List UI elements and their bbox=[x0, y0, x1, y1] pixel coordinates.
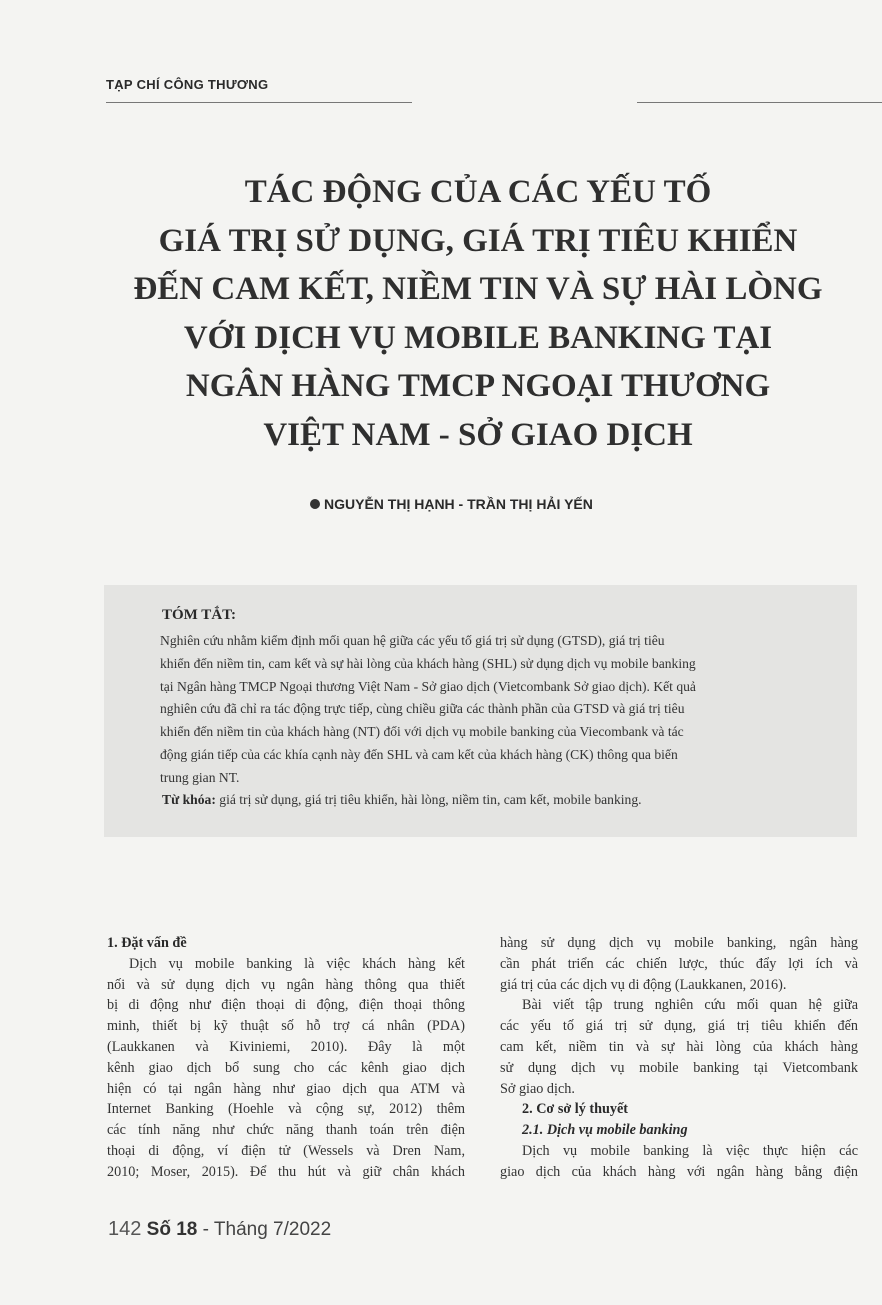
left-paragraph bbox=[107, 954, 465, 1183]
abstract-line: nghiên cứu đã chỉ ra tác động trực tiếp, cùng chiều giữa các thành phần của GTSD và giá trị tiêu bbox=[160, 701, 685, 717]
page-number: 142 bbox=[108, 1218, 142, 1240]
body-line: các yếu tố giá trị sử dụng, giá trị tiêu khiển đến bbox=[500, 1018, 858, 1035]
abstract-body bbox=[160, 630, 830, 790]
bullet-icon bbox=[310, 499, 320, 509]
body-line: Dịch vụ mobile banking là việc khách hàng kết bbox=[129, 955, 465, 972]
body-line: bị di động như điện thoại di động, điện thoại thông bbox=[107, 997, 465, 1014]
keywords bbox=[162, 792, 642, 808]
issue-date: - Tháng 7/2022 bbox=[197, 1219, 332, 1240]
body-line: cần phát triển các chiến lược, thúc đẩy lợi ích và bbox=[500, 955, 858, 972]
header-rule-left bbox=[106, 102, 412, 103]
abstract-line: khiển đến niềm tin, cam kết và sự hài lòng của khách hàng (SHL) sử dụng dịch vụ mobile banking bbox=[160, 655, 696, 671]
right-paragraph-1 bbox=[500, 933, 858, 995]
abstract-line: động gián tiếp của các khía cạnh này đến SHL và cam kết của khách hàng (CK) thông qua biến bbox=[160, 746, 678, 762]
issue-number: Số 18 bbox=[146, 1219, 198, 1240]
abstract-box bbox=[104, 585, 857, 837]
body-line: giá trị của các dịch vụ di động (Laukkanen, 2016). bbox=[500, 976, 787, 993]
body-line: hàng sử dụng dịch vụ mobile banking, ngân hàng bbox=[500, 935, 858, 951]
title-line: NGÂN HÀNG TMCP NGOẠI THƯƠNG bbox=[185, 368, 771, 404]
abstract-heading: TÓM TẮT: bbox=[162, 607, 237, 623]
abstract-line: Nghiên cứu nhằm kiểm định mối quan hệ giữa các yếu tố giá trị sử dụng (GTSD), giá trị tiêu bbox=[160, 633, 665, 648]
abstract-line: khiển đến niềm tin của khách hàng (NT) đối với dịch vụ mobile banking của Viecombank và tác bbox=[160, 724, 684, 740]
left-column bbox=[107, 933, 465, 1183]
body-line: cam kết, niềm tin và sự hài lòng của khách hàng bbox=[500, 1038, 858, 1055]
section-heading-2: 2. Cơ sở lý thuyết bbox=[522, 1101, 628, 1118]
author-names: NGUYỄN THỊ HẠNH - TRẦN THỊ HẢI YẾN bbox=[324, 496, 593, 512]
right-paragraph-3 bbox=[500, 1141, 858, 1183]
body-line: Internet Banking (Hoehle và cộng sự, 2012) thêm bbox=[107, 1101, 465, 1118]
body-line: các tính năng như chức năng thanh toán trên điện bbox=[107, 1122, 465, 1139]
keywords-text: giá trị sử dụng, giá trị tiêu khiển, hài lòng, niềm tin, cam kết, mobile banking. bbox=[215, 792, 642, 807]
body-line: 2010; Moser, 2015). Để thu hút và giữ chân khách bbox=[107, 1163, 465, 1180]
body-line: thoại di động, ví điện tử (Wessels và Dren Nam, bbox=[107, 1142, 465, 1159]
keywords-label: Từ khóa: bbox=[162, 792, 216, 807]
body-line: Bài viết tập trung nghiên cứu mối quan hệ giữa bbox=[522, 997, 858, 1014]
body-line: giao dịch của khách hàng với ngân hàng bằng điện bbox=[500, 1163, 858, 1180]
body-line: kênh giao dịch bổ sung cho các kênh giao dịch bbox=[107, 1059, 465, 1076]
page-footer bbox=[108, 1218, 331, 1241]
title-line: TÁC ĐỘNG CỦA CÁC YẾU TỐ bbox=[244, 174, 712, 210]
body-line: minh, thiết bị kỹ thuật số hỗ trợ cá nhân (PDA) bbox=[107, 1018, 465, 1035]
journal-name: TẠP CHÍ CÔNG THƯƠNG bbox=[106, 77, 269, 92]
body-line: hiện có tại ngân hàng như giao dịch qua ATM và bbox=[107, 1080, 465, 1097]
body-line: (Laukkanen và Kiviniemi, 2010). Đây là một bbox=[107, 1038, 465, 1055]
section-heading-2-1: 2.1. Dịch vụ mobile banking bbox=[522, 1122, 688, 1139]
section-heading-1: 1. Đặt vấn đề bbox=[107, 935, 187, 951]
title-line: VỚI DỊCH VỤ MOBILE BANKING TẠI bbox=[183, 319, 773, 356]
abstract-line: tại Ngân hàng TMCP Ngoại thương Việt Nam - Sở giao dịch (Vietcombank Sở giao dịch). Kết quả bbox=[160, 678, 696, 694]
right-paragraph-2 bbox=[500, 995, 858, 1099]
right-column bbox=[500, 933, 858, 1183]
header-rule-right bbox=[637, 102, 882, 103]
title-line: ĐẾN CAM KẾT, NIỀM TIN VÀ SỰ HÀI LÒNG bbox=[133, 271, 823, 307]
authors bbox=[310, 496, 593, 512]
abstract-line: trung gian NT. bbox=[160, 769, 240, 785]
title-line: GIÁ TRỊ SỬ DỤNG, GIÁ TRỊ TIÊU KHIỂN bbox=[158, 222, 798, 259]
body-line: sử dụng dịch vụ mobile banking tại Vietcombank bbox=[500, 1059, 858, 1076]
body-line: Dịch vụ mobile banking là việc thực hiện các bbox=[522, 1142, 858, 1159]
article-title bbox=[120, 168, 836, 459]
body-line: nối và sử dụng dịch vụ ngân hàng thông qua thiết bbox=[107, 976, 465, 993]
body-line: Sở giao dịch. bbox=[500, 1080, 575, 1097]
title-line: VIỆT NAM - SỞ GIAO DỊCH bbox=[263, 416, 693, 453]
